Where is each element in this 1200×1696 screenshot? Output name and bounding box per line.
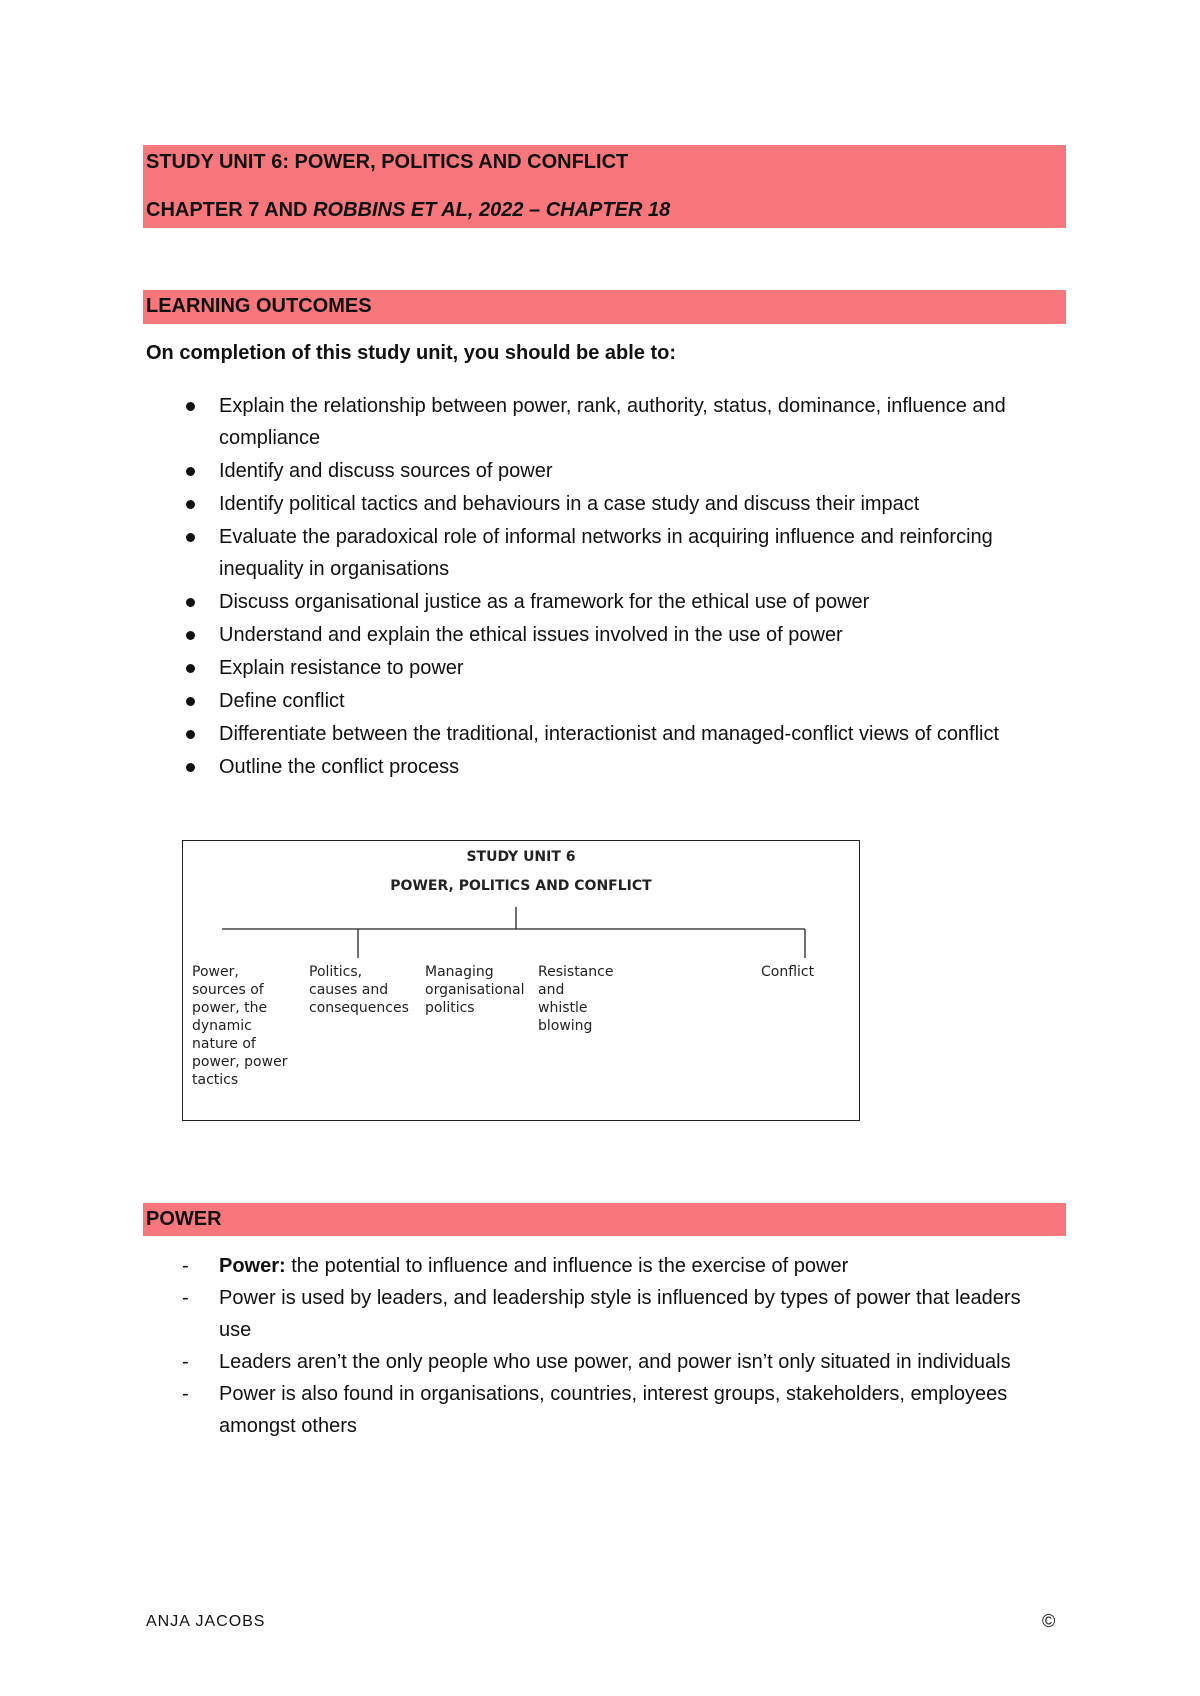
outcome-text: Identify political tactics and behaviours in a case study and discuss their impact: [219, 493, 920, 515]
bullet-icon: [186, 730, 195, 739]
diagram-node-power: [192, 963, 297, 1089]
bullet-icon: [186, 763, 195, 772]
bullet-icon: [186, 500, 195, 509]
bullet-icon: [186, 664, 195, 673]
diagram-node-resistance: [538, 963, 638, 1035]
list-item: [146, 652, 1046, 684]
power-item-text: Power is also found in organisations, countries, interest groups, stakeholders, employees amongst others: [219, 1383, 1008, 1437]
outcome-text: Discuss organisational justice as a framework for the ethical use of power: [219, 591, 870, 613]
power-band: [143, 1203, 1066, 1236]
outcome-text: Identify and discuss sources of power: [219, 460, 553, 482]
diagram-node-label: Politics, causes and consequences: [309, 964, 409, 1016]
study-unit-diagram: [182, 840, 860, 1121]
outcome-text: Differentiate between the traditional, interactionist and managed-conflict views of conflict: [219, 723, 1000, 745]
footer-author: ANJA JACOBS: [146, 1613, 266, 1630]
learning-outcomes-heading: LEARNING OUTCOMES: [146, 295, 372, 317]
diagram-node-conflict: [761, 963, 841, 981]
bullet-icon: [186, 402, 195, 411]
chapter-reference-source: ROBBINS ET AL, 2022 – CHAPTER 18: [313, 199, 671, 221]
list-item: [146, 1378, 1046, 1442]
power-item-text: the potential to influence and influence is the exercise of power: [285, 1255, 849, 1277]
outcome-text: Define conflict: [219, 690, 345, 712]
list-item: [146, 1346, 1046, 1378]
diagram-node-label: Managing organisational politics: [425, 964, 525, 1016]
chapter-reference: [146, 199, 670, 222]
dash-icon: -: [182, 1351, 189, 1373]
outcome-text: Explain the relationship between power, rank, authority, status, dominance, influence and compliance: [219, 395, 1006, 449]
list-item: [146, 751, 1046, 783]
list-item: [146, 1250, 1046, 1282]
outcome-text: Understand and explain the ethical issues involved in the use of power: [219, 624, 843, 646]
dash-icon: -: [182, 1383, 189, 1405]
list-item: [146, 390, 1046, 454]
bullet-icon: [186, 697, 195, 706]
term-label: Power:: [219, 1255, 286, 1277]
diagram-node-managing-politics: [425, 963, 535, 1017]
power-list: [146, 1250, 1046, 1442]
power-heading: POWER: [146, 1208, 222, 1230]
dash-icon: -: [182, 1255, 189, 1277]
title-band: [143, 145, 1066, 228]
bullet-icon: [186, 467, 195, 476]
outcome-text: Explain resistance to power: [219, 657, 464, 679]
bullet-icon: [186, 631, 195, 640]
learning-outcomes-intro: On completion of this study unit, you should be able to:: [146, 342, 676, 364]
list-item: [146, 521, 1046, 585]
list-item: [146, 488, 1046, 520]
learning-outcomes-band: [143, 290, 1066, 324]
list-item: [146, 619, 1046, 651]
power-item-text: Leaders aren’t the only people who use power, and power isn’t only situated in individuals: [219, 1351, 1011, 1373]
power-item-text: Power is used by leaders, and leadership style is influenced by types of power that leaders use: [219, 1287, 1021, 1341]
list-item: [146, 455, 1046, 487]
copyright-icon: ©: [1042, 1611, 1056, 1631]
chapter-reference-prefix: CHAPTER 7 AND: [146, 199, 314, 221]
list-item: [146, 1282, 1046, 1346]
diagram-title: STUDY UNIT 6: [466, 849, 576, 865]
diagram-node-label: Resistance and whistle blowing: [538, 964, 614, 1034]
bullet-icon: [186, 533, 195, 542]
list-item: [146, 718, 1046, 750]
dash-icon: -: [182, 1287, 189, 1309]
diagram-node-politics: [309, 963, 419, 1017]
learning-outcomes-list: [146, 390, 1046, 784]
diagram-node-label: Power, sources of power, the dynamic nature of power, power tactics: [192, 964, 288, 1088]
outcome-text: Evaluate the paradoxical role of informal networks in acquiring influence and reinforcing inequality in organisations: [219, 526, 993, 580]
outcome-text: Outline the conflict process: [219, 756, 460, 778]
diagram-subtitle: POWER, POLITICS AND CONFLICT: [390, 878, 652, 894]
list-item: [146, 586, 1046, 618]
bullet-icon: [186, 598, 195, 607]
diagram-node-label: Conflict: [761, 964, 815, 980]
study-unit-title: STUDY UNIT 6: POWER, POLITICS AND CONFLICT: [146, 151, 629, 173]
list-item: [146, 685, 1046, 717]
